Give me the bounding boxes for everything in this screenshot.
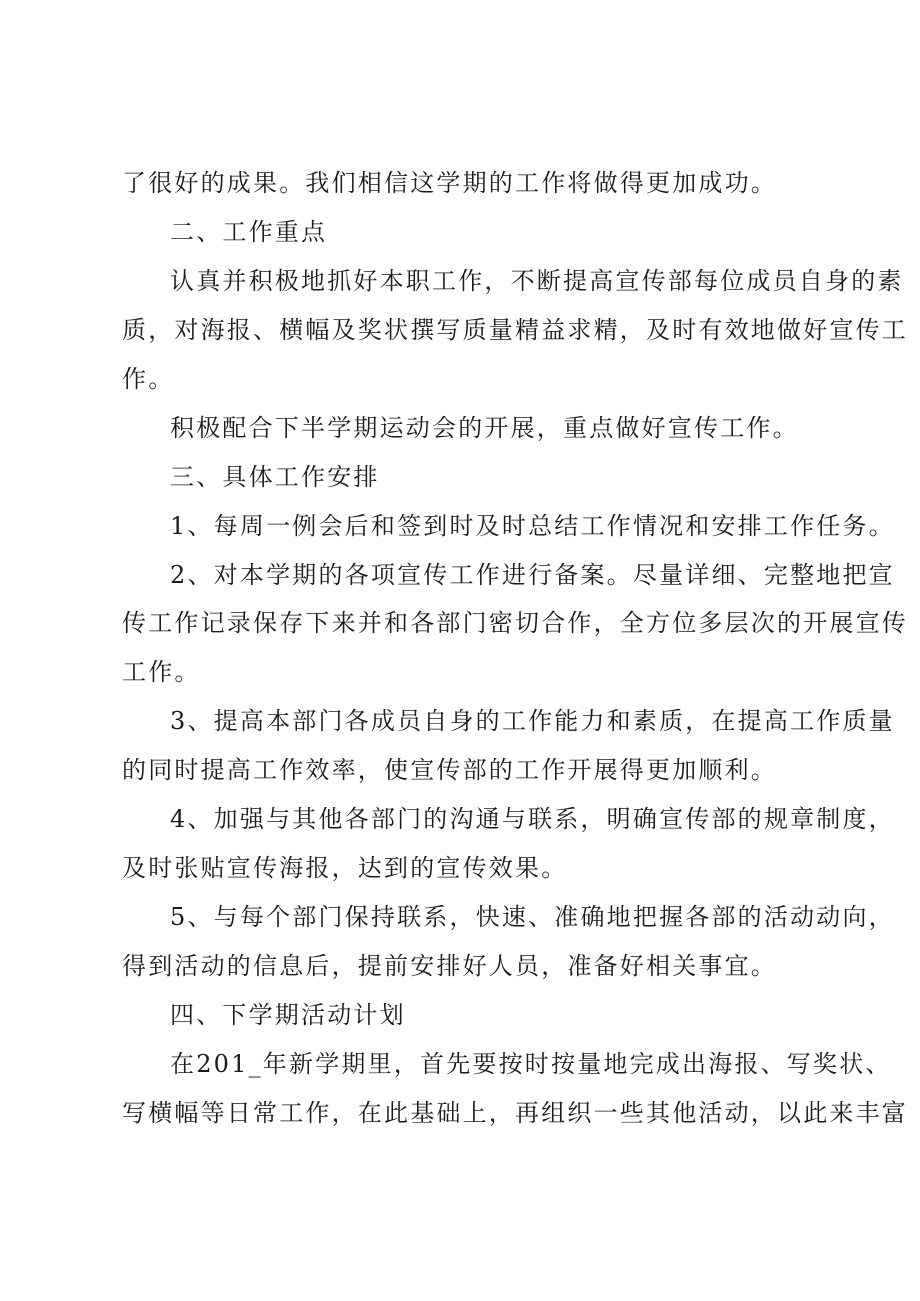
text-line: 写横幅等日常工作，在此基础上，再组织一些其他活动，以此来丰富	[122, 1099, 908, 1127]
text-line: 认真并积极地抓好本职工作，不断提高宣传部每位成员自身的素	[170, 267, 904, 295]
section-heading-activity-plan: 四、下学期活动计划	[170, 1001, 406, 1029]
text-line: 得到活动的信息后，提前安排好人员，准备好相关事宜。	[122, 952, 777, 980]
section-heading-arrangements: 三、具体工作安排	[170, 463, 380, 491]
text-line: 质，对海报、横幅及奖状撰写质量精益求精，及时有效地做好宣传工	[122, 316, 908, 344]
text-line: 了很好的成果。我们相信这学期的工作将做得更加成功。	[122, 169, 777, 197]
section-heading-work-focus: 二、工作重点	[170, 218, 328, 246]
text-line: 传工作记录保存下来并和各部门密切合作，全方位多层次的开展宣传	[122, 609, 908, 637]
text-line: 及时张贴宣传海报，达到的宣传效果。	[122, 854, 568, 882]
text-line: 工作。	[122, 658, 201, 686]
text-line: 3、提高本部门各成员自身的工作能力和素质，在提高工作质量	[170, 707, 895, 735]
text-line: 1、每周一例会后和签到时及时总结工作情况和安排工作任务。	[170, 512, 895, 540]
text-line: 5、与每个部门保持联系，快速、准确地把握各部的活动动向，	[170, 903, 895, 931]
text-line: 2、对本学期的各项宣传工作进行备案。尽量详细、完整地把宣	[170, 561, 895, 589]
text-line: 作。	[122, 365, 175, 393]
text-line: 的同时提高工作效率，使宣传部的工作开展得更加顺利。	[122, 756, 777, 784]
text-line: 在201_年新学期里，首先要按时按量地完成出海报、写奖状、	[170, 1050, 892, 1078]
text-line: 4、加强与其他各部门的沟通与联系，明确宣传部的规章制度，	[170, 805, 895, 833]
text-line: 积极配合下半学期运动会的开展，重点做好宣传工作。	[170, 414, 799, 442]
